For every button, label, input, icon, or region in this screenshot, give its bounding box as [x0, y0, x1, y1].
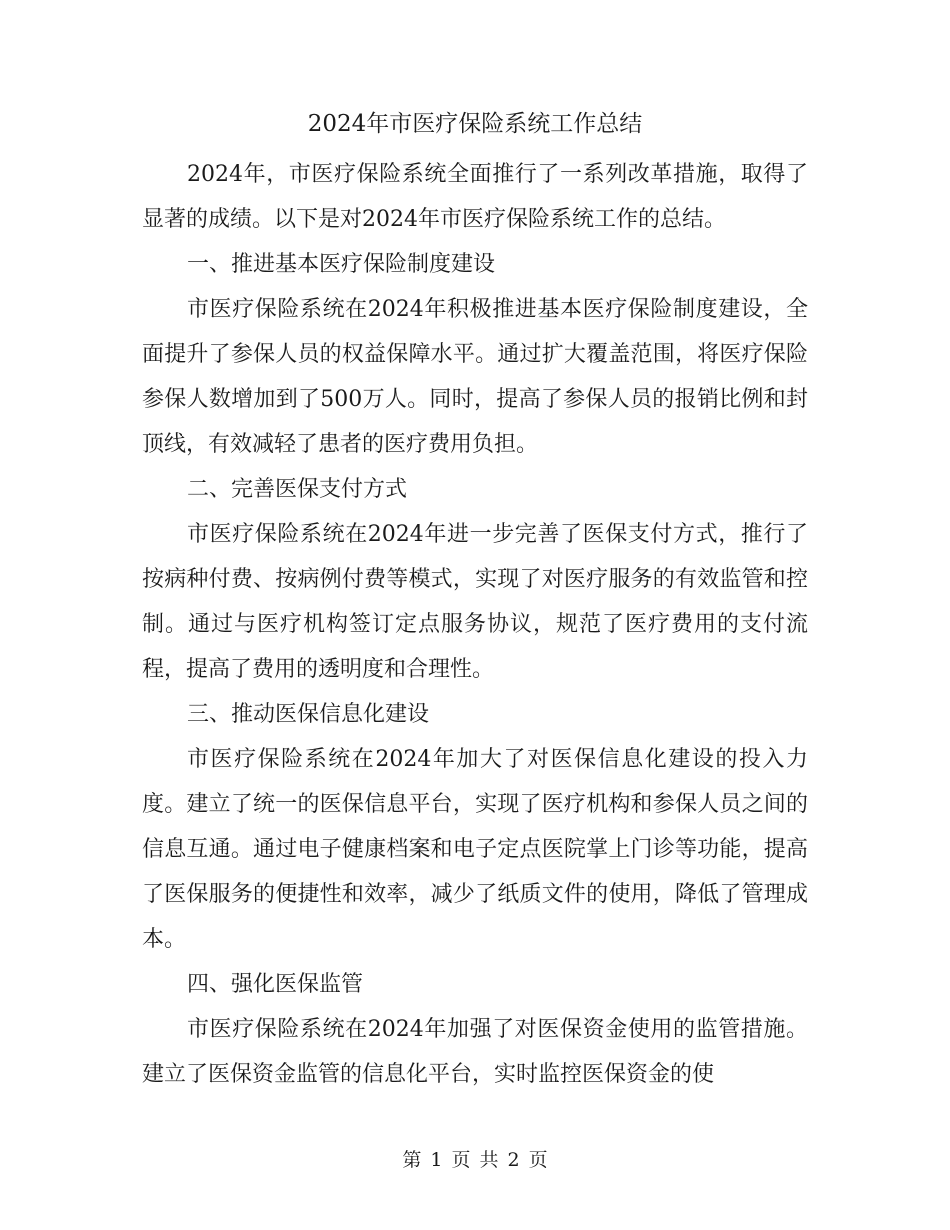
section-paragraph-1: 市医疗保险系统在2024年积极推进基本医疗保险制度建设，全面提升了参保人员的权益保障水平。通过扩大覆盖范围，将医疗保险参保人数增加到了500万人。同时，提高了参保人员的报销比例和封顶线，有效减轻了患者的医疗费用负担。	[142, 297, 808, 457]
page-number-footer: 第 1 页 共 2 页	[402, 1149, 548, 1171]
section-paragraph-2: 市医疗保险系统在2024年进一步完善了医保支付方式，推行了按病种付费、按病例付费等模式，实现了对医疗服务的有效监管和控制。通过与医疗机构签订定点服务协议，规范了医疗费用的支付流程，提高了费用的透明度和合理性。	[142, 522, 808, 682]
section-paragraph-3: 市医疗保险系统在2024年加大了对医保信息化建设的投入力度。建立了统一的医保信息平台，实现了医疗机构和参保人员之间的信息互通。通过电子健康档案和电子定点医院掌上门诊等功能，提高了医保服务的便捷性和效率，减少了纸质文件的使用，降低了管理成本。	[142, 747, 808, 952]
intro-paragraph: 2024年，市医疗保险系统全面推行了一系列改革措施，取得了显著的成绩。以下是对2024年市医疗保险系统工作的总结。	[142, 162, 808, 232]
document-body	[142, 152, 808, 1097]
section-paragraph-4: 市医疗保险系统在2024年加强了对医保资金使用的监管措施。建立了医保资金监管的信息化平台，实时监控医保资金的使	[142, 1017, 808, 1087]
section-heading-3: 三、推动医保信息化建设	[187, 702, 430, 727]
section-heading-4: 四、强化医保监管	[187, 972, 364, 997]
document-title: 2024年市医疗保险系统工作总结	[307, 111, 643, 137]
section-heading-2: 二、完善医保支付方式	[187, 477, 408, 502]
section-heading-1: 一、推进基本医疗保险制度建设	[187, 252, 496, 277]
